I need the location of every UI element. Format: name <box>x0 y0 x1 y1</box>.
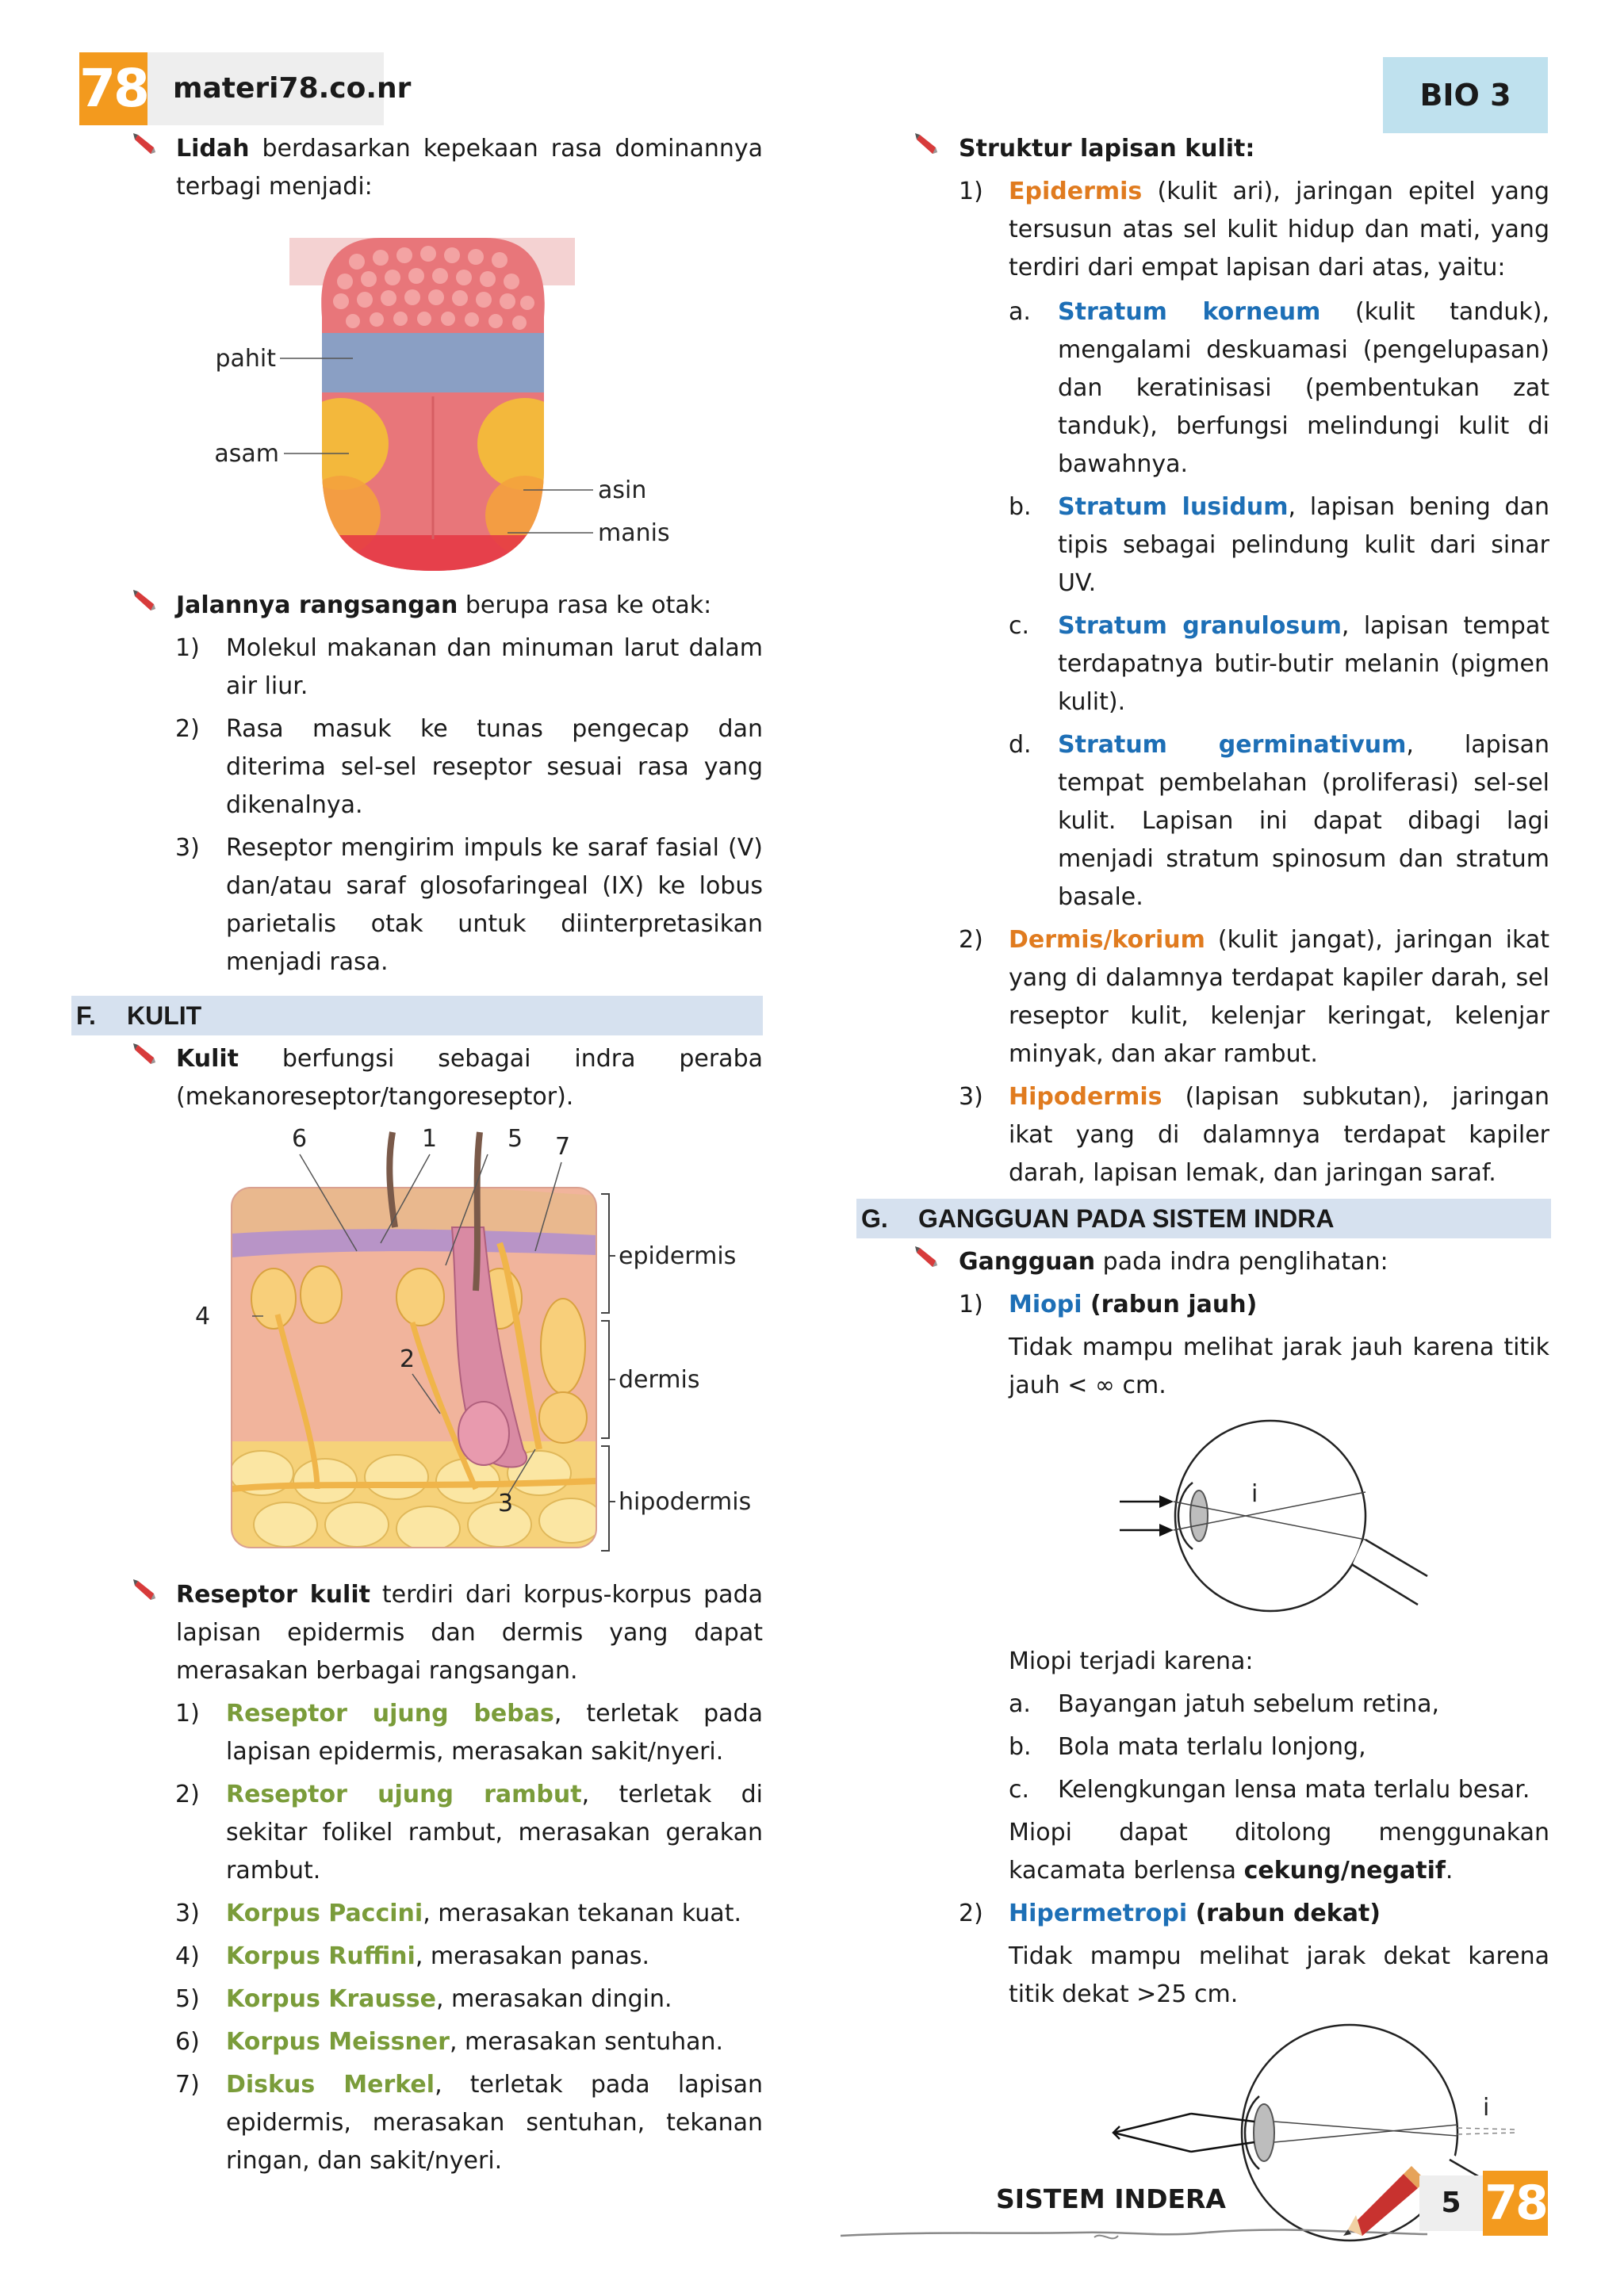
struktur-intro <box>858 130 1549 168</box>
miopi-fix <box>858 1814 1549 1890</box>
reseptor-intro <box>79 1576 763 1690</box>
miopi-cause <box>858 1728 1549 1766</box>
hipodermis-name: Hipodermis <box>1009 1083 1162 1111</box>
skin-label-dermis: dermis <box>619 1366 700 1394</box>
footer-chapter-title: SISTEM INDERA <box>996 2183 1226 2214</box>
skin-label-epidermis: epidermis <box>619 1242 737 1270</box>
hipodermis-num: 3) <box>959 1083 983 1111</box>
pathway-num: 3) <box>175 834 200 862</box>
pathway-intro <box>79 587 763 625</box>
pathway-item <box>79 710 763 825</box>
reseptor-name: Reseptor ujung bebas <box>226 1700 554 1728</box>
cause-letter: c. <box>1009 1776 1030 1804</box>
reseptor-item <box>79 1695 763 1771</box>
pathway-text: Reseptor mengirim impuls ke saraf fasial (V) dan/atau saraf glosofaringeal (IX) ke lobus parietalis otak untuk diinterpretasikan menjadi rasa. <box>226 834 763 976</box>
miopi-cause-intro: Miopi terjadi karena: <box>1009 1647 1254 1675</box>
pathway-bold: Jalannya rangsangan <box>176 591 458 619</box>
miopi-image-label: i <box>1251 1480 1258 1508</box>
skin-label-3: 3 <box>498 1490 514 1517</box>
reseptor-name: Korpus Meissner <box>226 2028 450 2056</box>
pathway-text: berupa rasa ke otak: <box>458 591 712 619</box>
pencil-icon <box>1340 2160 1427 2236</box>
tongue-intro-bold: Lidah <box>176 135 250 163</box>
reseptor-num: 7) <box>175 2071 200 2099</box>
stratum-name: Stratum lusidum <box>1058 493 1289 521</box>
reseptor-num: 3) <box>175 1900 200 1927</box>
hiper-num: 2) <box>959 1900 983 1927</box>
miopi-paren: (rabun jauh) <box>1082 1291 1258 1318</box>
site-name: materi78.co.nr <box>147 52 384 125</box>
stratum-name: Stratum granulosum <box>1058 612 1342 640</box>
stratum-letter: d. <box>1009 731 1032 759</box>
reseptor-num: 1) <box>175 1700 200 1728</box>
label-pahit: pahit <box>215 345 276 373</box>
stratum-name: Stratum korneum <box>1058 298 1321 326</box>
hiper-name: Hipermetropi <box>1009 1900 1188 1927</box>
pencil-bullet-icon <box>133 133 162 157</box>
reseptor-name: Diskus Merkel <box>226 2071 435 2099</box>
kulit-bold: Kulit <box>176 1045 239 1073</box>
stratum-desc: (kulit tanduk), mengalami deskuamasi (pengelupasan) dan keratinisasi (pembentukan zat tanduk), berfungsi melindungi kulit di bawahnya. <box>1058 298 1549 478</box>
section-g-title: GANGGUAN PADA SISTEM INDRA <box>918 1204 1335 1233</box>
reseptor-item <box>79 2023 763 2061</box>
left-column <box>76 130 763 2180</box>
stratum-desc: , lapisan bening dan tipis sebagai pelindung kulit dari sinar UV. <box>1058 493 1549 597</box>
stratum-desc: , lapisan tempat terdapatnya butir-butir melanin (pigmen kulit). <box>1058 612 1550 716</box>
reseptor-num: 6) <box>175 2028 200 2056</box>
hiper-paren: (rabun dekat) <box>1187 1900 1381 1927</box>
reseptor-desc: , merasakan sentuhan. <box>449 2028 724 2056</box>
reseptor-bold: Reseptor kulit <box>176 1581 370 1609</box>
kulit-text: berfungsi sebagai indra peraba (mekanoreseptor/tangoreseptor). <box>176 1045 763 1111</box>
stratum-letter: c. <box>1009 612 1030 640</box>
reseptor-num: 2) <box>175 1781 200 1808</box>
reseptor-desc: , terletak pada lapisan epidermis, merasakan sakit/nyeri. <box>226 1700 763 1766</box>
stratum-item <box>858 726 1549 916</box>
miopi-figure <box>858 1405 1549 1643</box>
hiper-heading <box>858 1895 1549 1933</box>
reseptor-item <box>79 1895 763 1933</box>
reseptor-text: terdiri dari korpus-korpus pada lapisan epidermis dan dermis yang dapat merasakan berbagai rangsangan. <box>176 1581 763 1685</box>
pathway-text: Rasa masuk ke tunas pengecap dan diterima sel-sel reseptor sesuai rasa yang dikenalnya. <box>226 715 763 819</box>
pencil-bullet-icon <box>915 1246 944 1270</box>
pathway-num: 2) <box>175 715 200 743</box>
miopi-num: 1) <box>959 1291 983 1318</box>
label-asam: asam <box>214 440 279 468</box>
footer-logo: 78 <box>1483 2171 1548 2236</box>
stratum-item <box>858 607 1549 721</box>
reseptor-desc: , terletak pada lapisan epidermis, merasakan sentuhan, tekanan ringan, dan sakit/nyeri. <box>226 2071 763 2175</box>
skin-label-2: 2 <box>400 1345 416 1373</box>
skin-label-4: 4 <box>195 1303 211 1330</box>
stratum-name: Stratum germinativum <box>1058 731 1407 759</box>
struktur-bold: Struktur lapisan kulit: <box>959 135 1255 163</box>
cause-text: Kelengkungan lensa mata terlalu besar. <box>1058 1776 1530 1804</box>
miopi-heading <box>858 1286 1549 1324</box>
cause-text: Bayangan jatuh sebelum retina, <box>1058 1690 1439 1718</box>
cause-text: Bola mata terlalu lonjong, <box>1058 1733 1366 1761</box>
gangguan-intro <box>858 1243 1549 1281</box>
pencil-bullet-icon <box>133 1579 162 1603</box>
reseptor-item <box>79 2066 763 2180</box>
reseptor-name: Korpus Paccini <box>226 1900 423 1927</box>
miopi-fix-bold: cekung/negatif <box>1243 1857 1446 1885</box>
hiper-image-label: i <box>1483 2094 1490 2122</box>
miopi-desc: Tidak mampu melihat jarak jauh karena titik jauh < ∞ cm. <box>1009 1334 1549 1399</box>
stratum-letter: a. <box>1009 298 1031 326</box>
miopi-fix-end: . <box>1445 1857 1454 1885</box>
skin-cross-section <box>79 1116 763 1576</box>
miopi-cause <box>858 1771 1549 1809</box>
reseptor-desc: , merasakan panas. <box>415 1942 650 1970</box>
miopi-fix-text: Miopi dapat ditolong menggunakan kacamata berlensa <box>1009 1819 1549 1885</box>
tongue-intro-text: berdasarkan kepekaan rasa dominannya terbagi menjadi: <box>176 135 763 201</box>
label-manis: manis <box>598 519 670 547</box>
reseptor-item <box>79 1776 763 1890</box>
pathway-num: 1) <box>175 634 200 662</box>
gangguan-bold: Gangguan <box>959 1248 1096 1276</box>
section-f-header <box>71 996 763 1035</box>
reseptor-num: 4) <box>175 1942 200 1970</box>
label-asin: asin <box>598 476 647 504</box>
kulit-intro <box>79 1040 763 1116</box>
skin-label-hipodermis: hipodermis <box>619 1488 752 1516</box>
tongue-diagram <box>79 206 763 587</box>
pathway-item <box>79 829 763 982</box>
dermis-name: Dermis/korium <box>1009 926 1205 954</box>
section-f-title: KULIT <box>127 1001 202 1030</box>
reseptor-desc: , terletak di sekitar folikel rambut, merasakan gerakan rambut. <box>226 1781 763 1885</box>
skin-label-6: 6 <box>292 1125 308 1153</box>
site-logo: 78 <box>79 52 147 125</box>
skin-label-1: 1 <box>422 1125 438 1153</box>
cause-letter: a. <box>1009 1690 1031 1718</box>
tongue-figure <box>79 206 763 587</box>
hipodermis-item <box>858 1078 1549 1192</box>
miopi-cause <box>858 1686 1549 1724</box>
stratum-item <box>858 488 1549 603</box>
reseptor-name: Korpus Krausse <box>226 1985 436 2013</box>
pencil-bullet-icon <box>133 1043 162 1067</box>
stratum-desc: , lapisan tempat pembelahan (proliferasi) sel-sel kulit. Lapisan ini dapat dibagi lagi menjadi stratum spinosum dan stratum basale. <box>1058 731 1549 911</box>
miopi-eye-diagram <box>858 1405 1549 1643</box>
page-number: 5 <box>1419 2175 1483 2231</box>
epidermis-item <box>858 173 1549 287</box>
reseptor-name: Reseptor ujung rambut <box>226 1781 582 1808</box>
miopi-name: Miopi <box>1009 1291 1082 1318</box>
section-g-header <box>856 1199 1551 1238</box>
cause-letter: b. <box>1009 1733 1032 1761</box>
dermis-item <box>858 921 1549 1073</box>
footer-swoosh <box>841 2220 1427 2252</box>
reseptor-desc: , merasakan dingin. <box>435 1985 672 2013</box>
right-column <box>858 130 1549 2252</box>
section-g-letter: G. <box>861 1204 888 1233</box>
tongue-intro <box>79 130 763 206</box>
section-f-letter: F. <box>76 1001 96 1030</box>
gangguan-text: pada indra penglihatan: <box>1095 1248 1388 1276</box>
hipodermis-desc: (lapisan subkutan), jaringan ikat yang di dalamnya terdapat kapiler darah, lapisan lemak, dan jaringan saraf. <box>1009 1083 1549 1187</box>
reseptor-num: 5) <box>175 1985 200 2013</box>
pencil-bullet-icon <box>133 590 162 614</box>
skin-label-5: 5 <box>508 1125 523 1153</box>
stratum-letter: b. <box>1009 493 1032 521</box>
pathway-item <box>79 629 763 706</box>
epidermis-name: Epidermis <box>1009 178 1143 205</box>
stratum-item <box>858 293 1549 484</box>
pencil-bullet-icon <box>915 133 944 157</box>
epidermis-desc: (kulit ari), jaringan epitel yang tersusun atas sel kulit hidup dan mati, yang terdiri dari empat lapisan dari atas, yaitu: <box>1009 178 1549 281</box>
dermis-num: 2) <box>959 926 983 954</box>
pathway-text: Molekul makanan dan minuman larut dalam air liur. <box>226 634 763 700</box>
reseptor-desc: , merasakan tekanan kuat. <box>423 1900 741 1927</box>
epidermis-num: 1) <box>959 178 983 205</box>
hiper-desc: Tidak mampu melihat jarak dekat karena titik dekat >25 cm. <box>1009 1942 1549 2008</box>
reseptor-name: Korpus Ruffini <box>226 1942 416 1970</box>
skin-label-7: 7 <box>555 1133 571 1161</box>
subject-badge: BIO 3 <box>1383 57 1548 133</box>
reseptor-item <box>79 1938 763 1976</box>
skin-figure <box>79 1116 763 1576</box>
reseptor-item <box>79 1980 763 2019</box>
dermis-desc: (kulit jangat), jaringan ikat yang di dalamnya terdapat kapiler darah, sel reseptor kulit, kelenjar keringat, kelenjar minyak, dan akar rambut. <box>1009 926 1549 1068</box>
